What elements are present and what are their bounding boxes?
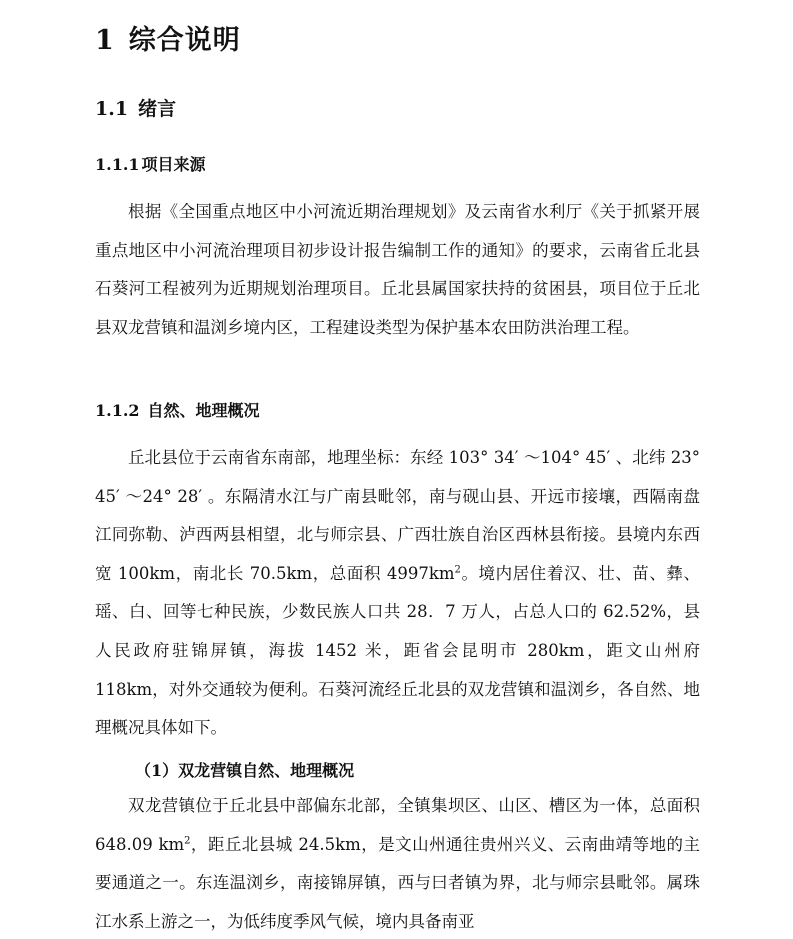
section-number: 1.1 bbox=[95, 98, 129, 120]
chapter-heading bbox=[95, 18, 241, 57]
paragraph-shuanglongying bbox=[95, 787, 700, 939]
chapter-title: 综合说明 bbox=[128, 25, 241, 56]
section-heading bbox=[95, 94, 176, 121]
subsection-number: 1.1.2 bbox=[95, 401, 140, 420]
subsection-number: 1.1.1 bbox=[95, 155, 140, 174]
superscript: 2 bbox=[454, 564, 461, 576]
paragraph-text: 丘北县位于云南省东南部，地理坐标：东经 103° 34′ ～104° 45′ 、北纬 23° 45′ ～24° 28′ 。东隔清水江与广南县毗邻，南与砚山县、开远市接壤，西隔南盘江同弥勒、泸西两县相望，北与师宗县、广西壮族自治区西林县衔接。县境内东西宽 100km，南北长 70.5km，总面积 4997km bbox=[95, 448, 700, 583]
paragraph-project-source: 根据《全国重点地区中小河流近期治理规划》及云南省水利厅《关于抓紧开展重点地区中小河流治理项目初步设计报告编制工作的通知》的要求，云南省丘北县石葵河工程被列为近期规划治理项目。丘北县属国家扶持的贫困县，项目位于丘北县双龙营镇和温浏乡境内区，工程建设类型为保护基本农田防洪治理工程。 bbox=[95, 202, 700, 337]
chapter-number: 1 bbox=[95, 25, 115, 56]
subsection-heading-project-source bbox=[95, 152, 206, 175]
subsection-heading-geography bbox=[95, 398, 260, 421]
paragraph-text: 双龙营镇位于丘北县中部偏东北部，全镇集坝区、山区、槽区为一体，总面积 648.09 km bbox=[95, 796, 700, 854]
subsection-title: 项目来源 bbox=[141, 155, 206, 174]
subsection-heading-shuanglongying: （1）双龙营镇自然、地理概况 bbox=[135, 761, 355, 780]
paragraph-text: 。境内居住着汉、壮、苗、彝、瑶、白、回等七种民族，少数民族人口共 28．7 万人，占总人口的 62.52%，县人民政府驻锦屏镇，海拔 1452 米，距省会昆明市 280km，距文山州府 118km，对外交通较为便利。石葵河流经丘北县的双龙营镇和温浏乡，各自然、地理概况具体如下。 bbox=[95, 563, 701, 738]
subsection-title: 自然、地理概况 bbox=[147, 401, 260, 420]
section-title: 绪言 bbox=[138, 98, 177, 120]
paragraph-text: ，距丘北县城 24.5km，是文山州通往贵州兴义、云南曲靖等地的主要通道之一。东连温浏乡，南接锦屏镇，西与曰者镇为界，北与师宗县毗邻。属珠江水系上游之一，为低纬度季风气候，境内具备南亚 bbox=[95, 834, 700, 931]
superscript: 2 bbox=[184, 835, 191, 847]
paragraph-county-geography bbox=[95, 439, 700, 748]
